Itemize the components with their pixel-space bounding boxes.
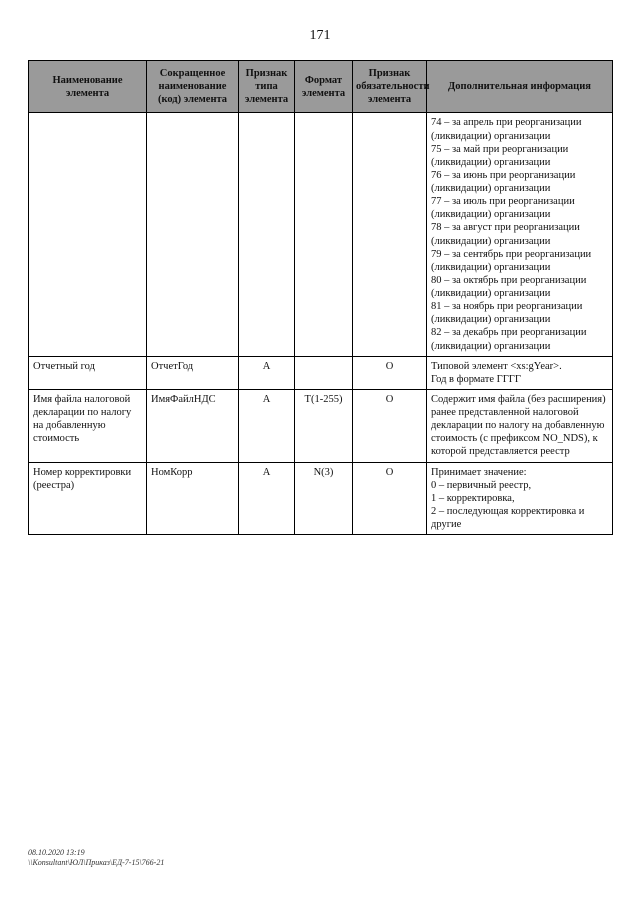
cell-name: Отчетный год	[29, 356, 147, 389]
info-line: 81 – за ноябрь при реорганизации (ликвидации) организации	[431, 301, 583, 326]
info-line: 2 – последующая корректировка и другие	[431, 505, 585, 530]
cell-code: ОтчетГод	[147, 356, 239, 389]
info-line: Принимает значение:	[431, 466, 527, 478]
cell-format: T(1-255)	[295, 389, 353, 462]
document-footer	[28, 848, 164, 869]
footer-timestamp: 08.10.2020 13:19	[28, 848, 85, 857]
info-line: 79 – за сентябрь при реорганизации (ликвидации) организации	[431, 248, 592, 273]
cell-format	[295, 356, 353, 389]
table-row	[29, 113, 613, 356]
info-line: 0 – первичный реестр,	[431, 479, 532, 491]
footer-doc-ref: \\Konsultant\ЮЛ\Приказ\ЕД-7-15\766-21	[28, 858, 165, 868]
cell-info	[427, 113, 613, 356]
cell-code: ИмяФайлНДС	[147, 389, 239, 462]
info-line: 1 – корректировка,	[431, 492, 515, 504]
header-element-type: Признак типа элемента	[239, 61, 295, 113]
cell-name: Номер корректировки (реестра)	[29, 462, 147, 535]
header-element-format: Формат элемента	[295, 61, 353, 113]
cell-type: А	[239, 462, 295, 535]
cell-type: А	[239, 356, 295, 389]
cell-info	[427, 389, 613, 462]
header-element-name: Наименование элемента	[29, 61, 147, 113]
cell-type: А	[239, 389, 295, 462]
cell-name: Имя файла налоговой декларации по налогу на добавленную стоимость	[29, 389, 147, 462]
info-line: 82 – за декабрь при реорганизации (ликвидации) организации	[431, 327, 587, 352]
cell-required	[353, 113, 427, 356]
cell-type	[239, 113, 295, 356]
header-element-required: Признак обязательности элемента	[353, 61, 427, 113]
cell-format: N(3)	[295, 462, 353, 535]
header-element-code: Сокращенное наименование (код) элемента	[147, 61, 239, 113]
cell-code: НомКорр	[147, 462, 239, 535]
cell-required: О	[353, 462, 427, 535]
info-line: 78 – за август при реорганизации (ликвидации) организации	[431, 222, 580, 247]
table-row	[29, 389, 613, 462]
table-row	[29, 462, 613, 535]
info-line: Типовой элемент <xs:gYear>.	[431, 360, 562, 372]
cell-name	[29, 113, 147, 356]
cell-required: О	[353, 356, 427, 389]
info-line: Содержит имя файла (без расширения) ранее представленной налоговой декларации по налогу на добавленную стоимость (с префиксом NO_NDS), к которой представляется реестр	[431, 393, 606, 458]
cell-code	[147, 113, 239, 356]
info-line: 76 – за июнь при реорганизации (ликвидации) организации	[431, 169, 576, 194]
page-number: 171	[309, 28, 331, 43]
info-line: 74 – за апрель при реорганизации (ликвидации) организации	[431, 117, 582, 142]
cell-info	[427, 356, 613, 389]
info-line: 77 – за июль при реорганизации (ликвидации) организации	[431, 196, 575, 221]
info-line: Год в формате ГГГГ	[431, 373, 521, 385]
cell-format	[295, 113, 353, 356]
cell-info	[427, 462, 613, 535]
info-line: 75 – за май при реорганизации (ликвидации) организации	[431, 143, 569, 168]
specification-table	[28, 60, 613, 535]
table-header-row	[29, 61, 613, 113]
table-row	[29, 356, 613, 389]
header-additional-info: Дополнительная информация	[427, 61, 613, 113]
info-line: 80 – за октябрь при реорганизации (ликвидации) организации	[431, 274, 587, 299]
cell-required: О	[353, 389, 427, 462]
